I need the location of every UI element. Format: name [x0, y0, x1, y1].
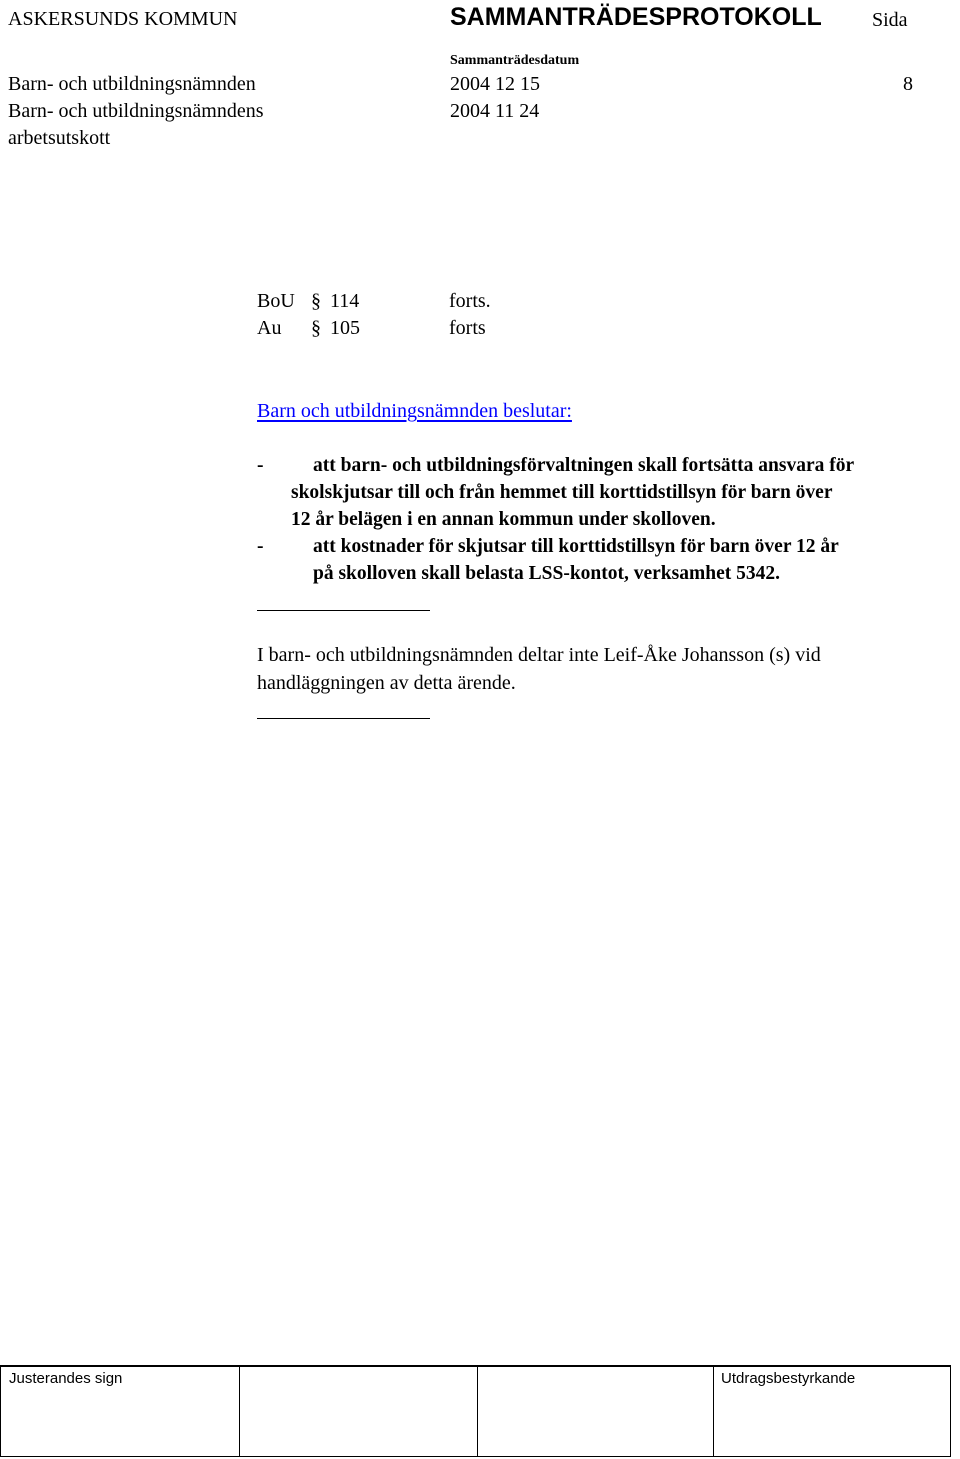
signature-table — [0, 1365, 951, 1457]
signature-label-left: Justerandes sign — [9, 1370, 123, 1387]
section-sign-icon: § — [311, 290, 321, 312]
subcommittee-name: Barn- och utbildningsnämndens — [8, 100, 264, 122]
signature-cell[interactable] — [477, 1367, 478, 1456]
page-label: Sida — [872, 9, 908, 31]
signature-label-right: Utdragsbestyrkande — [721, 1370, 856, 1387]
committee-name: Barn- och utbildningsnämnden — [8, 73, 256, 95]
subcommittee-date: 2004 11 24 — [450, 100, 540, 122]
decision-item-line: skolskjutsar till och från hemmet till korttidstillsyn för barn över — [291, 482, 833, 503]
subcommittee-name-cont: arbetsutskott — [8, 127, 111, 149]
section-divider — [257, 718, 430, 719]
reference-prefix: BoU — [257, 290, 295, 312]
municipality-name: ASKERSUNDS KOMMUN — [8, 8, 238, 30]
list-bullet: - — [257, 536, 264, 557]
section-divider — [257, 610, 430, 611]
page-number: 8 — [903, 73, 913, 95]
note-line: I barn- och utbildningsnämnden deltar inte Leif-Åke Johansson (s) vid — [257, 644, 821, 666]
reference-prefix: Au — [257, 317, 282, 339]
reference-number: 114 — [330, 290, 360, 312]
reference-note: forts. — [449, 290, 491, 312]
meeting-date: 2004 12 15 — [450, 73, 540, 95]
reference-note: forts — [449, 317, 486, 339]
decision-heading: Barn och utbildningsnämnden beslutar: — [257, 400, 572, 422]
meeting-date-label: Sammanträdesdatum — [450, 53, 580, 68]
document-title: SAMMANTRÄDESPROTOKOLL — [450, 3, 822, 31]
section-sign-icon: § — [311, 317, 321, 339]
signature-cell[interactable] — [239, 1367, 240, 1456]
decision-item-line: att barn- och utbildningsförvaltningen skall fortsätta ansvara för — [313, 455, 855, 476]
decision-item-line: att kostnader för skjutsar till korttidstillsyn för barn över 12 år — [313, 536, 839, 557]
reference-number: 105 — [330, 317, 360, 339]
decision-item-line: 12 år belägen i en annan kommun under skolloven. — [291, 509, 716, 530]
decision-item-line: på skolloven skall belasta LSS-kontot, verksamhet 5342. — [313, 563, 780, 584]
note-line: handläggningen av detta ärende. — [257, 672, 516, 694]
signature-cell[interactable] — [713, 1367, 714, 1456]
list-bullet: - — [257, 455, 264, 476]
